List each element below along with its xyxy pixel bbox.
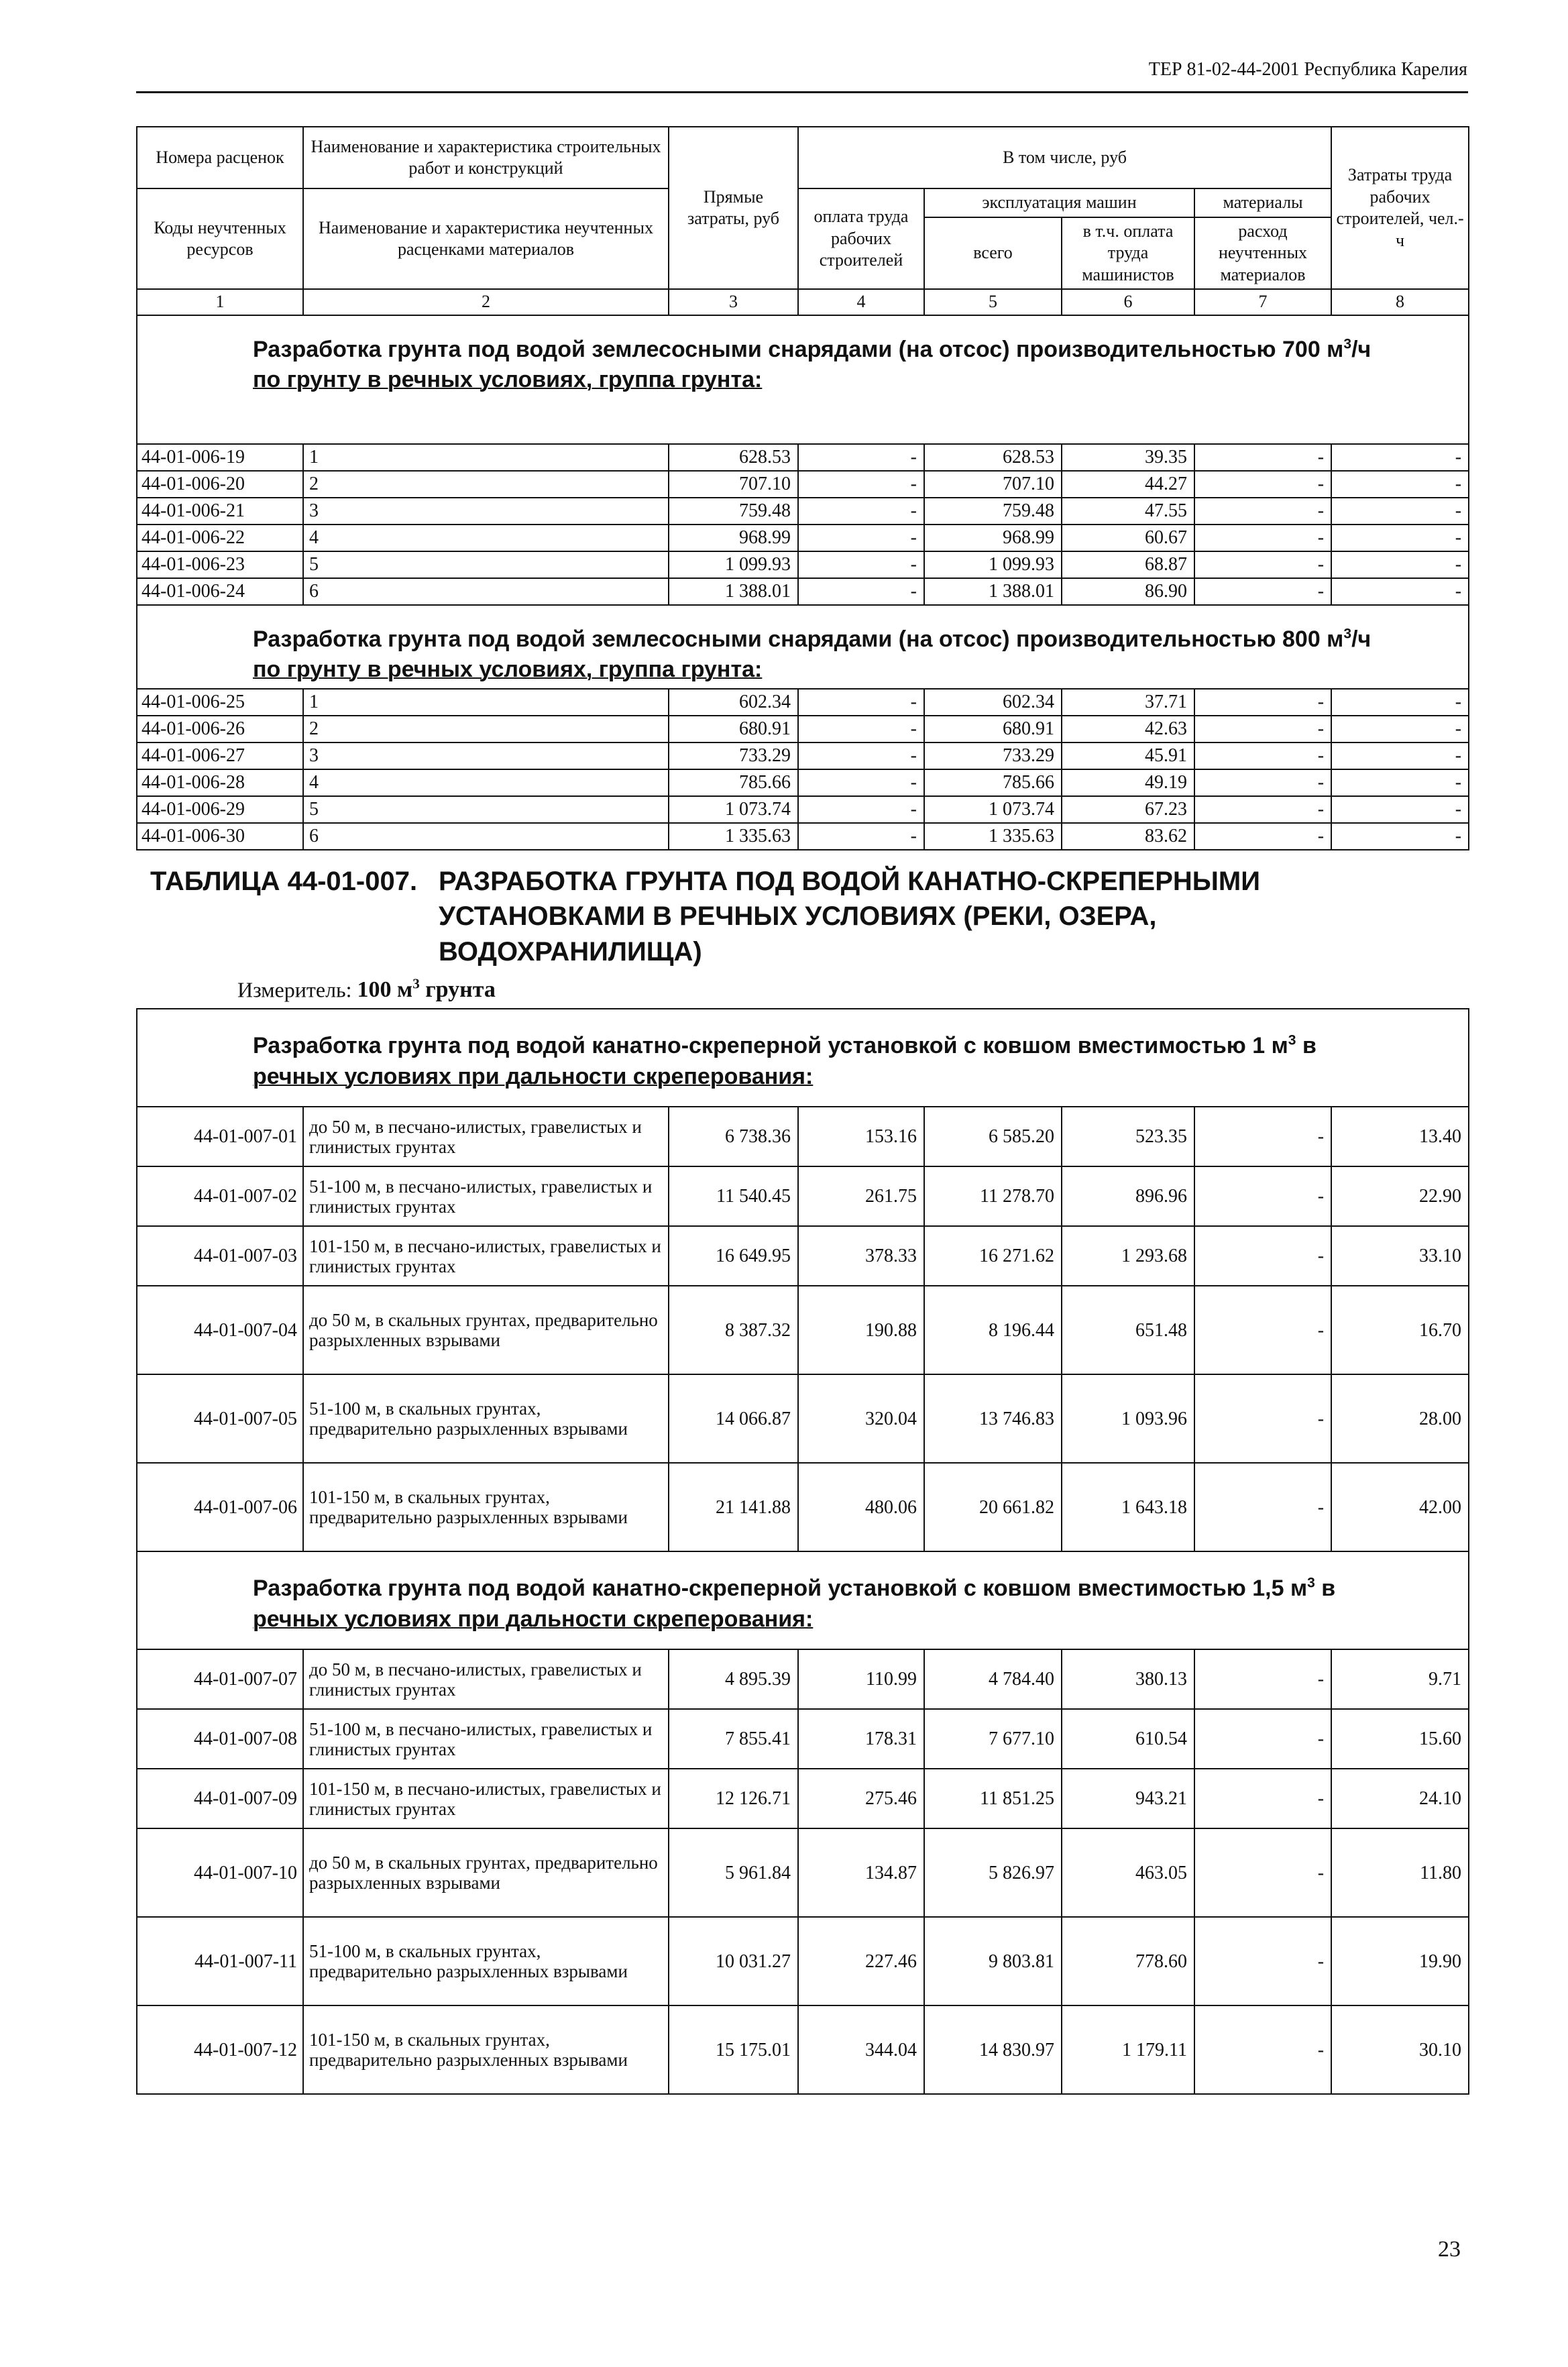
- section-title-line: речных условиях при дальности скреперования:: [253, 1064, 814, 1090]
- direct-costs: 6 738.36: [669, 1107, 798, 1166]
- labor-pay: 227.46: [798, 1917, 924, 2005]
- col-including: В том числе, руб: [798, 127, 1331, 188]
- machines-total: 4 784.40: [924, 1649, 1062, 1709]
- measure-value: [357, 977, 496, 1002]
- work-name: 51-100 м, в скальных грунтах, предварительно разрыхленных взрывами: [303, 1374, 669, 1463]
- materials: -: [1194, 1286, 1331, 1374]
- labor-pay: 190.88: [798, 1286, 924, 1374]
- direct-costs: 8 387.32: [669, 1286, 798, 1374]
- rate-code: 44-01-006-30: [137, 823, 303, 850]
- table-row: [137, 1649, 1469, 1709]
- labor-pay: -: [798, 823, 924, 850]
- machines-total: 785.66: [924, 769, 1062, 796]
- materials: -: [1194, 1226, 1331, 1286]
- column-number: 5: [924, 289, 1062, 315]
- table-row: [137, 769, 1469, 796]
- machines-operators: 68.87: [1062, 551, 1194, 578]
- work-name: 3: [303, 498, 669, 525]
- rate-code: 44-01-006-27: [137, 742, 303, 769]
- rate-code: 44-01-007-05: [137, 1374, 303, 1463]
- labor-costs: 13.40: [1331, 1107, 1469, 1166]
- table-row: [137, 742, 1469, 769]
- work-name: до 50 м, в песчано-илистых, гравелистых и глинистых грунтах: [303, 1107, 669, 1166]
- materials: -: [1194, 551, 1331, 578]
- table-row: [137, 1709, 1469, 1769]
- direct-costs: 10 031.27: [669, 1917, 798, 2005]
- col-work-name: Наименование и характеристика строительных работ и конструкций: [303, 127, 669, 188]
- machines-total: 7 677.10: [924, 1709, 1062, 1769]
- materials: -: [1194, 525, 1331, 551]
- direct-costs: 5 961.84: [669, 1828, 798, 1917]
- col-machines-total: всего: [924, 217, 1062, 290]
- labor-pay: -: [798, 769, 924, 796]
- machines-total: 16 271.62: [924, 1226, 1062, 1286]
- table-row: [137, 525, 1469, 551]
- section-title-sup: 3: [1343, 336, 1352, 352]
- section-title-line: по грунту в речных условиях, группа грунта:: [253, 657, 763, 683]
- work-name: до 50 м, в песчано-илистых, гравелистых и глинистых грунтах: [303, 1649, 669, 1709]
- rate-code: 44-01-007-11: [137, 1917, 303, 2005]
- labor-costs: -: [1331, 578, 1469, 605]
- direct-costs: 602.34: [669, 689, 798, 716]
- measure-sup: 3: [412, 975, 420, 992]
- rate-code: 44-01-007-10: [137, 1828, 303, 1917]
- column-number: 3: [669, 289, 798, 315]
- rate-code: 44-01-007-01: [137, 1107, 303, 1166]
- column-number: 7: [1194, 289, 1331, 315]
- section-title-line: речных условиях при дальности скреперования:: [253, 1606, 814, 1633]
- labor-pay: -: [798, 689, 924, 716]
- direct-costs: 12 126.71: [669, 1769, 798, 1828]
- labor-pay: -: [798, 525, 924, 551]
- labor-costs: -: [1331, 525, 1469, 551]
- labor-pay: 261.75: [798, 1166, 924, 1226]
- direct-costs: 7 855.41: [669, 1709, 798, 1769]
- section-title: [137, 605, 1469, 689]
- rate-code: 44-01-006-29: [137, 796, 303, 823]
- table-row: [137, 796, 1469, 823]
- section-title-text: в: [1314, 1576, 1336, 1602]
- machines-operators: 49.19: [1062, 769, 1194, 796]
- labor-pay: -: [798, 551, 924, 578]
- rate-code: 44-01-007-04: [137, 1286, 303, 1374]
- work-name: 1: [303, 689, 669, 716]
- column-number-row: [137, 289, 1469, 315]
- section-title: [137, 1551, 1469, 1649]
- labor-pay: -: [798, 578, 924, 605]
- work-name: 2: [303, 471, 669, 498]
- machines-operators: 1 643.18: [1062, 1463, 1194, 1551]
- col-resource-codes: Коды неучтенных ресурсов: [137, 188, 303, 289]
- section-header-row: [137, 605, 1469, 689]
- machines-operators: 380.13: [1062, 1649, 1194, 1709]
- section-title-line: по грунту в речных условиях, группа грунта:: [253, 367, 763, 393]
- direct-costs: 785.66: [669, 769, 798, 796]
- header-rule: [136, 91, 1468, 93]
- rate-code: 44-01-006-20: [137, 471, 303, 498]
- labor-pay: -: [798, 471, 924, 498]
- labor-pay: 275.46: [798, 1769, 924, 1828]
- machines-operators: 1 293.68: [1062, 1226, 1194, 1286]
- materials: -: [1194, 689, 1331, 716]
- direct-costs: 628.53: [669, 444, 798, 471]
- section-title-line: [253, 624, 1463, 655]
- labor-costs: -: [1331, 689, 1469, 716]
- machines-total: 1 099.93: [924, 551, 1062, 578]
- table-row: [137, 1374, 1469, 1463]
- table-row: [137, 471, 1469, 498]
- rates-table: [136, 126, 1469, 2095]
- rate-code: 44-01-006-21: [137, 498, 303, 525]
- table-row: [137, 1226, 1469, 1286]
- table-row: [137, 498, 1469, 525]
- machines-total: 759.48: [924, 498, 1062, 525]
- section-title-text: Разработка грунта под водой землесосными снарядами (на отсос) производительностью 800 м: [253, 626, 1344, 652]
- machines-total: 11 851.25: [924, 1769, 1062, 1828]
- table-title-label: ТАБЛИЦА 44-01-007.: [150, 866, 418, 896]
- machines-total: 6 585.20: [924, 1107, 1062, 1166]
- labor-costs: 33.10: [1331, 1226, 1469, 1286]
- materials: -: [1194, 578, 1331, 605]
- rate-code: 44-01-007-07: [137, 1649, 303, 1709]
- rate-code: 44-01-007-06: [137, 1463, 303, 1551]
- materials: -: [1194, 796, 1331, 823]
- machines-total: 602.34: [924, 689, 1062, 716]
- labor-pay: 344.04: [798, 2005, 924, 2094]
- labor-costs: 22.90: [1331, 1166, 1469, 1226]
- direct-costs: 4 895.39: [669, 1649, 798, 1709]
- machines-operators: 47.55: [1062, 498, 1194, 525]
- column-number: 2: [303, 289, 669, 315]
- section-title: [137, 1009, 1469, 1107]
- materials: -: [1194, 1828, 1331, 1917]
- machines-total: 8 196.44: [924, 1286, 1062, 1374]
- materials: -: [1194, 1917, 1331, 2005]
- section-header-row: [137, 1551, 1469, 1649]
- table-header: [137, 127, 1469, 315]
- rate-code: 44-01-006-23: [137, 551, 303, 578]
- col-materials: материалы: [1194, 188, 1331, 217]
- table-row: [137, 689, 1469, 716]
- materials: -: [1194, 1769, 1331, 1828]
- machines-operators: 896.96: [1062, 1166, 1194, 1226]
- machines-total: 20 661.82: [924, 1463, 1062, 1551]
- labor-pay: -: [798, 444, 924, 471]
- table-title-line: РАЗРАБОТКА ГРУНТА ПОД ВОДОЙ КАНАТНО-СКРЕПЕРНЫМИ: [439, 866, 1260, 896]
- machines-operators: 42.63: [1062, 716, 1194, 742]
- labor-costs: 19.90: [1331, 1917, 1469, 2005]
- labor-costs: -: [1331, 551, 1469, 578]
- table-row: [137, 444, 1469, 471]
- machines-operators: 1 093.96: [1062, 1374, 1194, 1463]
- section-title-sup: 3: [1288, 1032, 1296, 1048]
- direct-costs: 1 073.74: [669, 796, 798, 823]
- machines-total: 1 073.74: [924, 796, 1062, 823]
- table-row: [137, 1828, 1469, 1917]
- direct-costs: 759.48: [669, 498, 798, 525]
- labor-costs: -: [1331, 471, 1469, 498]
- work-name: 1: [303, 444, 669, 471]
- work-name: до 50 м, в скальных грунтах, предварительно разрыхленных взрывами: [303, 1286, 669, 1374]
- section-title-text: /ч: [1351, 336, 1371, 362]
- labor-pay: 178.31: [798, 1709, 924, 1769]
- rate-code: 44-01-007-08: [137, 1709, 303, 1769]
- labor-costs: -: [1331, 498, 1469, 525]
- labor-pay: -: [798, 796, 924, 823]
- table-title-cell: [137, 850, 1469, 1009]
- direct-costs: 1 099.93: [669, 551, 798, 578]
- direct-costs: 680.91: [669, 716, 798, 742]
- work-name: до 50 м, в скальных грунтах, предварительно разрыхленных взрывами: [303, 1828, 669, 1917]
- table-row: [137, 716, 1469, 742]
- measure-value-text: грунта: [419, 977, 496, 1003]
- labor-costs: -: [1331, 716, 1469, 742]
- labor-pay: -: [798, 716, 924, 742]
- machines-total: 680.91: [924, 716, 1062, 742]
- machines-total: 1 335.63: [924, 823, 1062, 850]
- labor-costs: 9.71: [1331, 1649, 1469, 1709]
- rate-code: 44-01-007-12: [137, 2005, 303, 2094]
- materials: -: [1194, 769, 1331, 796]
- table-row: [137, 1286, 1469, 1374]
- machines-operators: 523.35: [1062, 1107, 1194, 1166]
- section-title-text: в: [1296, 1033, 1317, 1059]
- col-rate-numbers: Номера расценок: [137, 127, 303, 188]
- work-name: 101-150 м, в скальных грунтах, предварительно разрыхленных взрывами: [303, 2005, 669, 2094]
- column-number: 4: [798, 289, 924, 315]
- machines-operators: 1 179.11: [1062, 2005, 1194, 2094]
- labor-costs: 11.80: [1331, 1828, 1469, 1917]
- page-number: 23: [1438, 2237, 1461, 2262]
- column-number: 6: [1062, 289, 1194, 315]
- table-title-line: ВОДОХРАНИЛИЩА): [439, 937, 702, 967]
- labor-costs: 28.00: [1331, 1374, 1469, 1463]
- col-material-names: Наименование и характеристика неучтенных расценками материалов: [303, 188, 669, 289]
- materials: -: [1194, 498, 1331, 525]
- direct-costs: 968.99: [669, 525, 798, 551]
- work-name: 4: [303, 769, 669, 796]
- labor-pay: 320.04: [798, 1374, 924, 1463]
- section-title: [137, 315, 1469, 444]
- section-title-line: [253, 1031, 1463, 1062]
- direct-costs: 1 335.63: [669, 823, 798, 850]
- direct-costs: 21 141.88: [669, 1463, 798, 1551]
- work-name: 101-150 м, в песчано-илистых, гравелистых и глинистых грунтах: [303, 1769, 669, 1828]
- machines-total: 628.53: [924, 444, 1062, 471]
- measure-label: Измеритель:: [237, 977, 352, 1002]
- rate-code: 44-01-006-19: [137, 444, 303, 471]
- section-header-row: [137, 315, 1469, 444]
- machines-total: 5 826.97: [924, 1828, 1062, 1917]
- labor-costs: -: [1331, 742, 1469, 769]
- col-labor-pay: оплата труда рабочих строителей: [798, 188, 924, 289]
- col-machines: эксплуатация машин: [924, 188, 1194, 217]
- table-title-row: [137, 850, 1469, 1009]
- materials: -: [1194, 742, 1331, 769]
- machines-operators: 463.05: [1062, 1828, 1194, 1917]
- table-row: [137, 1107, 1469, 1166]
- measure-value-text: 100 м: [357, 977, 413, 1003]
- machines-operators: 83.62: [1062, 823, 1194, 850]
- machines-total: 968.99: [924, 525, 1062, 551]
- work-name: 101-150 м, в скальных грунтах, предварительно разрыхленных взрывами: [303, 1463, 669, 1551]
- rate-code: 44-01-007-02: [137, 1166, 303, 1226]
- machines-operators: 610.54: [1062, 1709, 1194, 1769]
- section-title-text: Разработка грунта под водой землесосными снарядами (на отсос) производительностью 700 м: [253, 336, 1344, 362]
- machines-operators: 45.91: [1062, 742, 1194, 769]
- materials: -: [1194, 2005, 1331, 2094]
- page-header: ТЕР 81-02-44-2001 Республика Карелия: [1148, 59, 1467, 80]
- labor-pay: -: [798, 498, 924, 525]
- materials: -: [1194, 1166, 1331, 1226]
- table-title: [150, 864, 1469, 970]
- table-row: [137, 1463, 1469, 1551]
- machines-operators: 778.60: [1062, 1917, 1194, 2005]
- work-name: 6: [303, 578, 669, 605]
- direct-costs: 707.10: [669, 471, 798, 498]
- table-row: [137, 1166, 1469, 1226]
- work-name: 3: [303, 742, 669, 769]
- direct-costs: 16 649.95: [669, 1226, 798, 1286]
- work-name: 4: [303, 525, 669, 551]
- table-title-line: УСТАНОВКАМИ В РЕЧНЫХ УСЛОВИЯХ (РЕКИ, ОЗЕРА,: [439, 901, 1157, 932]
- machines-total: 733.29: [924, 742, 1062, 769]
- col-labor-costs: Затраты труда рабочих строителей, чел.-ч: [1331, 127, 1469, 289]
- machines-total: 707.10: [924, 471, 1062, 498]
- machines-operators: 37.71: [1062, 689, 1194, 716]
- work-name: 5: [303, 551, 669, 578]
- materials: -: [1194, 1463, 1331, 1551]
- rate-code: 44-01-006-26: [137, 716, 303, 742]
- direct-costs: 11 540.45: [669, 1166, 798, 1226]
- materials: -: [1194, 716, 1331, 742]
- rate-code: 44-01-006-22: [137, 525, 303, 551]
- rate-code: 44-01-006-25: [137, 689, 303, 716]
- labor-pay: 153.16: [798, 1107, 924, 1166]
- table-row: [137, 578, 1469, 605]
- table-row: [137, 823, 1469, 850]
- section-title-line: [253, 1574, 1463, 1604]
- table-row: [137, 551, 1469, 578]
- direct-costs: 14 066.87: [669, 1374, 798, 1463]
- rate-code: 44-01-006-28: [137, 769, 303, 796]
- labor-costs: 42.00: [1331, 1463, 1469, 1551]
- rate-code: 44-01-007-09: [137, 1769, 303, 1828]
- machines-operators: 44.27: [1062, 471, 1194, 498]
- section-title-sup: 3: [1307, 1575, 1315, 1591]
- machines-total: 9 803.81: [924, 1917, 1062, 2005]
- work-name: 2: [303, 716, 669, 742]
- work-name: 101-150 м, в песчано-илистых, гравелистых и глинистых грунтах: [303, 1226, 669, 1286]
- section-title-text: /ч: [1351, 626, 1371, 652]
- measure-unit: [150, 970, 1469, 1008]
- machines-total: 14 830.97: [924, 2005, 1062, 2094]
- direct-costs: 15 175.01: [669, 2005, 798, 2094]
- labor-costs: -: [1331, 769, 1469, 796]
- materials: -: [1194, 471, 1331, 498]
- machines-total: 1 388.01: [924, 578, 1062, 605]
- section-title-text: Разработка грунта под водой канатно-скреперной установкой с ковшом вместимостью 1 м: [253, 1033, 1288, 1059]
- labor-costs: -: [1331, 796, 1469, 823]
- machines-operators: 943.21: [1062, 1769, 1194, 1828]
- materials: -: [1194, 1649, 1331, 1709]
- rate-code: 44-01-007-03: [137, 1226, 303, 1286]
- direct-costs: 1 388.01: [669, 578, 798, 605]
- work-name: 5: [303, 796, 669, 823]
- labor-costs: 16.70: [1331, 1286, 1469, 1374]
- machines-total: 13 746.83: [924, 1374, 1062, 1463]
- col-direct-costs: Прямые затраты, руб: [669, 127, 798, 289]
- machines-total: 11 278.70: [924, 1166, 1062, 1226]
- labor-pay: 134.87: [798, 1828, 924, 1917]
- labor-pay: 480.06: [798, 1463, 924, 1551]
- column-number: 8: [1331, 289, 1469, 315]
- machines-operators: 60.67: [1062, 525, 1194, 551]
- work-name: 51-100 м, в песчано-илистых, гравелистых и глинистых грунтах: [303, 1709, 669, 1769]
- col-materials-unaccounted: расход неучтенных материалов: [1194, 217, 1331, 290]
- section-header-row: [137, 1009, 1469, 1107]
- labor-costs: 30.10: [1331, 2005, 1469, 2094]
- materials: -: [1194, 444, 1331, 471]
- work-name: 51-100 м, в песчано-илистых, гравелистых и глинистых грунтах: [303, 1166, 669, 1226]
- labor-pay: -: [798, 742, 924, 769]
- work-name: 6: [303, 823, 669, 850]
- section-title-sup: 3: [1343, 626, 1352, 642]
- table-row: [137, 1769, 1469, 1828]
- section-title-line: [253, 335, 1463, 366]
- work-name: 51-100 м, в скальных грунтах, предварительно разрыхленных взрывами: [303, 1917, 669, 2005]
- table-body: [137, 315, 1469, 2095]
- machines-operators: 651.48: [1062, 1286, 1194, 1374]
- labor-costs: -: [1331, 823, 1469, 850]
- materials: -: [1194, 1374, 1331, 1463]
- labor-costs: -: [1331, 444, 1469, 471]
- labor-costs: 24.10: [1331, 1769, 1469, 1828]
- table-row: [137, 1917, 1469, 2005]
- materials: -: [1194, 823, 1331, 850]
- column-number: 1: [137, 289, 303, 315]
- machines-operators: 67.23: [1062, 796, 1194, 823]
- labor-pay: 110.99: [798, 1649, 924, 1709]
- labor-pay: 378.33: [798, 1226, 924, 1286]
- materials: -: [1194, 1709, 1331, 1769]
- machines-operators: 39.35: [1062, 444, 1194, 471]
- table-row: [137, 2005, 1469, 2094]
- materials: -: [1194, 1107, 1331, 1166]
- rate-code: 44-01-006-24: [137, 578, 303, 605]
- direct-costs: 733.29: [669, 742, 798, 769]
- machines-operators: 86.90: [1062, 578, 1194, 605]
- col-machines-operators: в т.ч. оплата труда машинистов: [1062, 217, 1194, 290]
- section-title-text: Разработка грунта под водой канатно-скреперной установкой с ковшом вместимостью 1,5 м: [253, 1576, 1308, 1602]
- labor-costs: 15.60: [1331, 1709, 1469, 1769]
